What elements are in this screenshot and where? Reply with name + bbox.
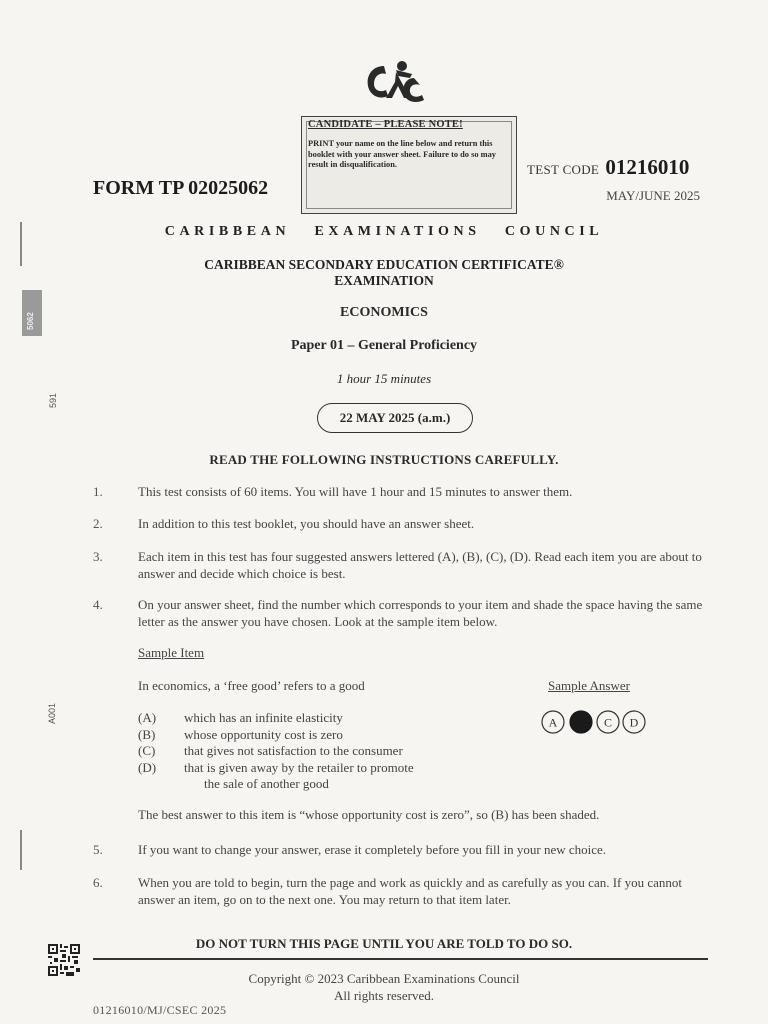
instruction-text: In addition to this test booklet, you should have an answer sheet. <box>138 516 475 531</box>
option-letter: (C) <box>138 743 156 758</box>
do-not-turn-warning: DO NOT TURN THIS PAGE UNTIL YOU ARE TOLD TO DO SO. <box>195 936 573 951</box>
sample-option <box>138 743 414 760</box>
sample-option <box>138 760 414 777</box>
candidate-notice-box <box>301 116 517 214</box>
exam-title-line1: CARIBBEAN SECONDARY EDUCATION CERTIFICATE® <box>204 257 564 272</box>
copyright-text: Copyright © 2023 Caribbean Examinations Council <box>248 971 520 986</box>
rights-text: All rights reserved. <box>333 988 434 1003</box>
sample-option <box>138 710 414 727</box>
sample-options <box>138 710 414 793</box>
bubble-a-letter: A <box>548 715 558 730</box>
instruction-number: 1. <box>93 484 103 499</box>
sample-answer-bubbles <box>540 708 650 736</box>
sample-option <box>138 727 414 744</box>
bubble-c <box>597 711 619 733</box>
exam-session: MAY/JUNE 2025 <box>606 188 700 203</box>
paper-title: Paper 01 – General Proficiency <box>290 338 478 353</box>
option-text: whose opportunity cost is zero <box>184 726 343 742</box>
instruction-text: This test consists of 60 items. You will have 1 hour and 15 minutes to answer them. <box>138 484 573 499</box>
bubble-d-letter: D <box>629 715 639 730</box>
sample-item-label: Sample Item <box>138 645 205 660</box>
option-letter: (D) <box>138 759 157 775</box>
test-code-value: 01216010 <box>605 155 690 179</box>
option-text: that gives not satisfaction to the consumer <box>184 743 403 758</box>
sample-answer-label: Sample Answer <box>548 678 630 693</box>
instruction-number: 6. <box>93 875 103 890</box>
form-code: FORM TP 02025062 <box>93 177 269 199</box>
test-code <box>527 155 689 180</box>
option-letter: (B) <box>138 726 156 742</box>
instruction-text: On your answer sheet, find the number which corresponds to your item and shade the space having the same letter as the answer you have chosen. Look at the sample item below. <box>138 597 703 629</box>
sample-best-answer: The best answer to this item is “whose opportunity cost is zero”, so (B) has been shaded. <box>138 807 600 822</box>
bubble-c-letter: C <box>603 715 613 730</box>
exam-duration: 1 hour 15 minutes <box>336 371 432 386</box>
instruction-text: When you are told to begin, turn the page and work as quickly and as carefully as you can. If you cannot answer an item, go on to the next one. You may return to that item later. <box>138 875 683 907</box>
exam-date: 22 MAY 2025 (a.m.) <box>317 403 473 433</box>
instruction-text: Each item in this test has four suggested answers lettered (A), (B), (C), (D). Read each item you are about to answer and decide which choice is best. <box>138 549 702 581</box>
test-code-label: TEST CODE <box>527 162 600 177</box>
exam-title-line2: EXAMINATION <box>334 273 434 288</box>
option-text: which has an infinite elasticity <box>184 710 343 725</box>
left-edge-line-bottom <box>20 830 22 870</box>
bubble-b-shaded <box>570 711 592 733</box>
subject-title: ECONOMICS <box>340 305 428 320</box>
instruction-text: If you want to change your answer, erase it completely before you fill in your new choice. <box>138 842 607 857</box>
bubble-a <box>542 711 564 733</box>
instruction-number: 4. <box>93 597 103 612</box>
instructions-heading: READ THE FOLLOWING INSTRUCTIONS CAREFULLY. <box>209 452 559 467</box>
footer-divider <box>93 958 708 960</box>
council-name: CARIBBEAN EXAMINATIONS COUNCIL <box>164 224 604 239</box>
instruction-number: 5. <box>93 842 103 857</box>
footer-code: 01216010/MJ/CSEC 2025 <box>93 1003 227 1017</box>
instruction-number: 3. <box>93 549 103 564</box>
margin-code-a001: A001 <box>47 702 57 724</box>
bubble-d <box>623 711 645 733</box>
margin-tab-text: 5062 <box>26 312 35 330</box>
cxc-logo <box>362 58 432 110</box>
option-d-continuation: the sale of another good <box>204 776 329 791</box>
instruction-number: 2. <box>93 516 103 531</box>
sample-item-stem: In economics, a ‘free good’ refers to a good <box>138 678 365 693</box>
copyright-block <box>0 970 768 1004</box>
option-text: that is given away by the retailer to promote <box>184 759 414 775</box>
option-letter: (A) <box>138 710 157 725</box>
notice-title: CANDIDATE – PLEASE NOTE! <box>308 119 463 130</box>
margin-code-591: 591 <box>48 392 58 408</box>
notice-body: PRINT your name on the line below and return this booklet with your answer sheet. Failure to do so may result in disqualification. <box>308 139 496 169</box>
